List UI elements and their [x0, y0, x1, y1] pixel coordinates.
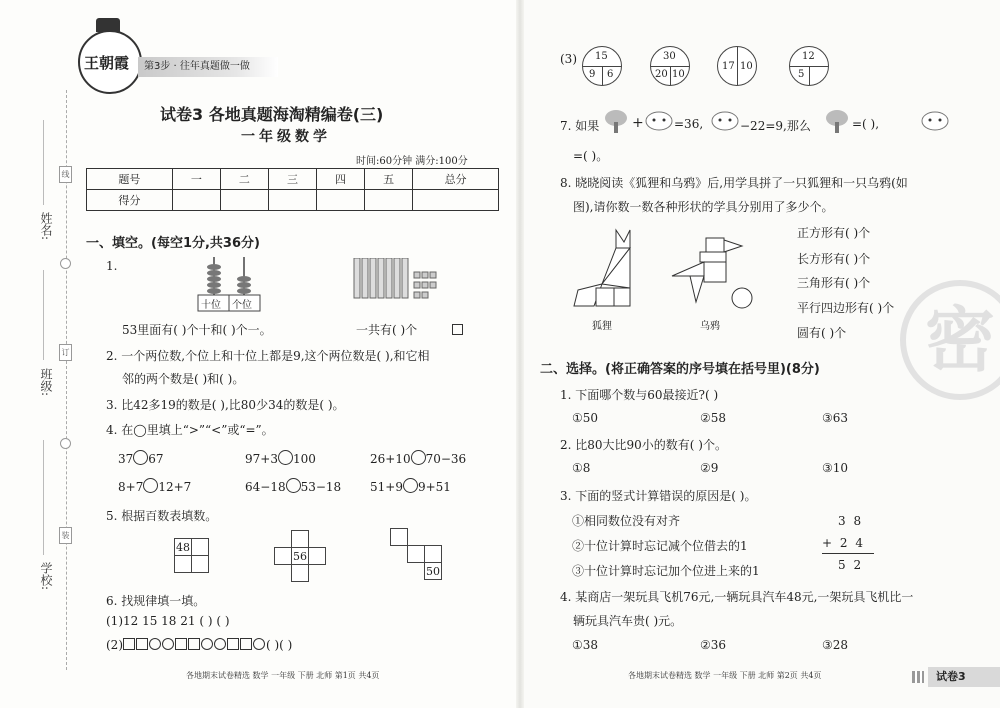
page-subtitle: 一年级数学 [241, 129, 331, 145]
choice-option[interactable]: ②十位计算时忘记减个位借去的1 [572, 539, 748, 553]
section-2-heading: 二、选择。(将正确答案的序号填在括号里)(8分) [540, 362, 820, 377]
compare-left: 37 [118, 452, 134, 466]
school-rule [43, 440, 44, 555]
cat-icon [920, 108, 950, 132]
q7-plus: + [632, 115, 644, 131]
score-header-cell: 五 [365, 169, 413, 190]
calc-line: 3 8 [838, 514, 864, 528]
choice-2-question: 2. 比80大比90小的数有( )个。 [560, 438, 727, 452]
compare-circle[interactable] [133, 450, 148, 465]
grid-cell-blank[interactable] [291, 530, 309, 548]
grid-cell-blank[interactable] [174, 555, 192, 573]
pie-right: 6 [607, 69, 614, 80]
compare-left: 8+7 [118, 480, 144, 494]
square-icon [227, 638, 239, 650]
binding-tag: 装 [59, 527, 72, 544]
compare-left: 64−18 [245, 480, 286, 494]
crow-label: 乌鸦 [700, 321, 720, 332]
binding-tag: 线 [59, 166, 72, 183]
footer-left: 各地期末试卷精选 数学 一年级 下册 北师 第1页 共4页 [186, 671, 380, 680]
pie-top: 30 [663, 51, 676, 62]
q6-text: 6. 找规律填一填。 [106, 594, 206, 608]
tree-icon [603, 108, 629, 134]
compare-left: 51+9 [370, 480, 403, 494]
choice-4-line-2: 辆玩具汽车贵( )元。 [573, 614, 683, 628]
q7-minus-22: −22=9,那么 [740, 119, 811, 133]
score-header-cell: 题号 [87, 169, 173, 190]
shape-count: 平行四边形有( )个 [797, 301, 895, 315]
q1-text: 53里面有( )个十和( )个一。 [122, 323, 272, 337]
q6-2-text [106, 638, 292, 652]
fox-tangram [572, 228, 652, 314]
grid-cell-blank[interactable] [308, 547, 326, 565]
cat-icon [710, 108, 740, 132]
compare-circle[interactable] [411, 450, 426, 465]
score-header-cell: 三 [268, 169, 316, 190]
class-rule [43, 270, 44, 360]
choice-option[interactable]: ③10 [822, 461, 849, 475]
calc-rule [822, 553, 874, 554]
cat-icon [644, 108, 674, 132]
shape-count: 圆有( )个 [797, 326, 847, 340]
compare-right: 53−18 [300, 480, 342, 494]
pie-top: 12 [802, 51, 815, 62]
q1-text-2: 一共有( )个 [356, 323, 418, 337]
choice-option[interactable]: ①8 [572, 461, 591, 475]
square-icon [175, 638, 187, 650]
compare-circle[interactable] [286, 478, 301, 493]
choice-option[interactable]: ③28 [822, 638, 849, 652]
abacus-tens-label: 十位 [201, 300, 221, 311]
score-header-row [87, 169, 499, 190]
crow-tangram [670, 236, 762, 312]
q6-2-suffix: ( )( ) [266, 638, 293, 652]
footer-right: 各地期末试卷精选 数学 一年级 下册 北师 第2页 共4页 [628, 671, 822, 680]
q1-number: 1. [106, 259, 118, 273]
section-1-heading: 一、填空。(每空1分,共36分) [86, 236, 260, 251]
choice-option[interactable]: ②9 [700, 461, 719, 475]
circle-icon [253, 638, 265, 650]
q8-line-1: 8. 晓晓阅读《狐狸和乌鸦》后,用学具拼了一只狐狸和一只乌鸦(如 [560, 176, 908, 190]
number-circle [789, 46, 829, 86]
score-cell[interactable] [268, 190, 316, 211]
choice-option[interactable]: ②36 [700, 638, 727, 652]
choice-4-line-1: 4. 某商店一架玩具飞机76元,一辆玩具汽车48元,一架玩具飞机比一 [560, 590, 914, 604]
fox-label: 狐狸 [592, 321, 612, 332]
square-icon [123, 638, 135, 650]
score-cell[interactable] [413, 190, 499, 211]
q7-answer-2: =( )。 [573, 149, 609, 163]
binding-hole [60, 438, 71, 449]
school-label: 学校: [39, 562, 53, 591]
q7-answer-1: =( ), [852, 117, 880, 131]
shape-count: 长方形有( )个 [797, 252, 871, 266]
cube-icon [452, 324, 463, 335]
tree-icon [824, 108, 850, 134]
dots-icon [912, 671, 924, 683]
score-header-cell: 四 [317, 169, 365, 190]
binding-tag: 订 [59, 344, 72, 361]
q2-line-2: 邻的两个数是( )和( )。 [122, 372, 245, 386]
square-icon [240, 638, 252, 650]
paper-tag: 试卷3 [928, 667, 1000, 687]
q7-start: 7. 如果 [560, 119, 600, 133]
grid-cell: 56 [291, 547, 309, 565]
grid-cell-blank[interactable] [390, 528, 408, 546]
grid-cell-blank[interactable] [291, 564, 309, 582]
compare-right: 70−36 [425, 452, 467, 466]
q7-equals-36: =36, [674, 117, 704, 131]
watermark-seal: 密 [900, 280, 1000, 400]
exam-meta: 时间:60分钟 满分:100分 [356, 156, 468, 167]
grid-cell-blank[interactable] [191, 555, 209, 573]
choice-option[interactable]: ①50 [572, 411, 599, 425]
compare-circle[interactable] [143, 478, 158, 493]
score-header-cell: 一 [172, 169, 220, 190]
binding-hole [60, 258, 71, 269]
compare-left: 26+10 [370, 452, 411, 466]
compare-item [245, 478, 341, 494]
number-circle [582, 46, 622, 86]
class-label: 班级: [39, 368, 53, 397]
q2-line-1: 2. 一个两位数,个位上和十位上都是9,这个两位数是( ),和它相 [106, 349, 430, 363]
choice-option[interactable]: ③63 [822, 411, 849, 425]
calc-line: + 2 4 [822, 536, 865, 550]
choice-option[interactable]: ①相同数位没有对齐 [572, 514, 681, 528]
score-table [86, 168, 499, 211]
number-circle [717, 46, 757, 86]
grid-cell: 50 [424, 562, 442, 580]
square-icon [136, 638, 148, 650]
shape-count: 三角形有( )个 [797, 276, 871, 290]
compare-item [245, 450, 316, 466]
page-title: 试卷3 各地真题海淘精编卷(三) [160, 105, 384, 124]
score-cell[interactable] [317, 190, 365, 211]
compare-circle[interactable] [278, 450, 293, 465]
number-circle [650, 46, 690, 86]
compare-item [370, 478, 451, 494]
sticks-illustration [352, 258, 442, 302]
compare-right: 12+7 [158, 480, 192, 494]
score-header-cell: 二 [220, 169, 268, 190]
choice-3-question: 3. 下面的竖式计算错误的原因是( )。 [560, 489, 757, 503]
pie-left: 17 [722, 61, 735, 72]
compare-circle[interactable] [403, 478, 418, 493]
choice-option[interactable]: ②58 [700, 411, 727, 425]
score-cell[interactable] [220, 190, 268, 211]
pie-left: 20 [655, 69, 668, 80]
q6-2-prefix: (2) [106, 638, 123, 652]
circle-icon [162, 638, 174, 650]
shape-count: 正方形有( )个 [797, 226, 871, 240]
compare-item [370, 450, 466, 466]
compare-right: 9+51 [417, 480, 451, 494]
compare-right: 67 [148, 452, 164, 466]
logo-text: 王朝霞 [84, 54, 130, 72]
grid-cell-blank[interactable] [274, 547, 292, 565]
q6-3-label: (3) [560, 52, 577, 66]
compare-right: 100 [292, 452, 316, 466]
q3-text: 3. 比42多19的数是( ),比80少34的数是( )。 [106, 398, 345, 412]
q5-text: 5. 根据百数表填数。 [106, 509, 218, 523]
square-icon [188, 638, 200, 650]
choice-option[interactable]: ③十位计算时忘记加个位进上来的1 [572, 564, 760, 578]
pie-left: 9 [589, 69, 596, 80]
grid-cell: 48 [174, 538, 192, 556]
score-row-label: 得分 [87, 190, 173, 211]
compare-item [118, 478, 191, 494]
q4-text: 4. 在◯里填上“>”“<”或“=”。 [106, 423, 274, 437]
q6-1-text: (1)12 15 18 21 ( ) ( ) [106, 614, 230, 628]
compare-left: 97+3 [245, 452, 278, 466]
pie-top: 15 [595, 51, 608, 62]
pie-right: 10 [740, 61, 753, 72]
choice-option[interactable]: ①38 [572, 638, 599, 652]
score-cell[interactable] [365, 190, 413, 211]
grid-cell-blank[interactable] [191, 538, 209, 556]
compare-item [118, 450, 164, 466]
pie-left: 5 [798, 69, 805, 80]
grid-cell-blank[interactable] [424, 545, 442, 563]
grid-cell-blank[interactable] [407, 545, 425, 563]
step-banner: 第3步 · 往年真题做一做 [138, 57, 278, 77]
score-row [87, 190, 499, 211]
calc-line: 5 2 [838, 558, 864, 572]
circle-icon [201, 638, 213, 650]
page-fold [516, 0, 524, 708]
choice-1-question: 1. 下面哪个数与60最接近?( ) [560, 388, 719, 402]
score-header-cell: 总分 [413, 169, 499, 190]
name-label: 姓名: [39, 212, 53, 241]
q8-line-2: 图),请你数一数各种形状的学具分别用了多少个。 [573, 200, 834, 214]
abacus-ones-label: 个位 [232, 300, 252, 311]
score-cell[interactable] [172, 190, 220, 211]
circle-icon [149, 638, 161, 650]
name-rule [43, 120, 44, 205]
circle-icon [214, 638, 226, 650]
pie-right: 10 [672, 69, 685, 80]
